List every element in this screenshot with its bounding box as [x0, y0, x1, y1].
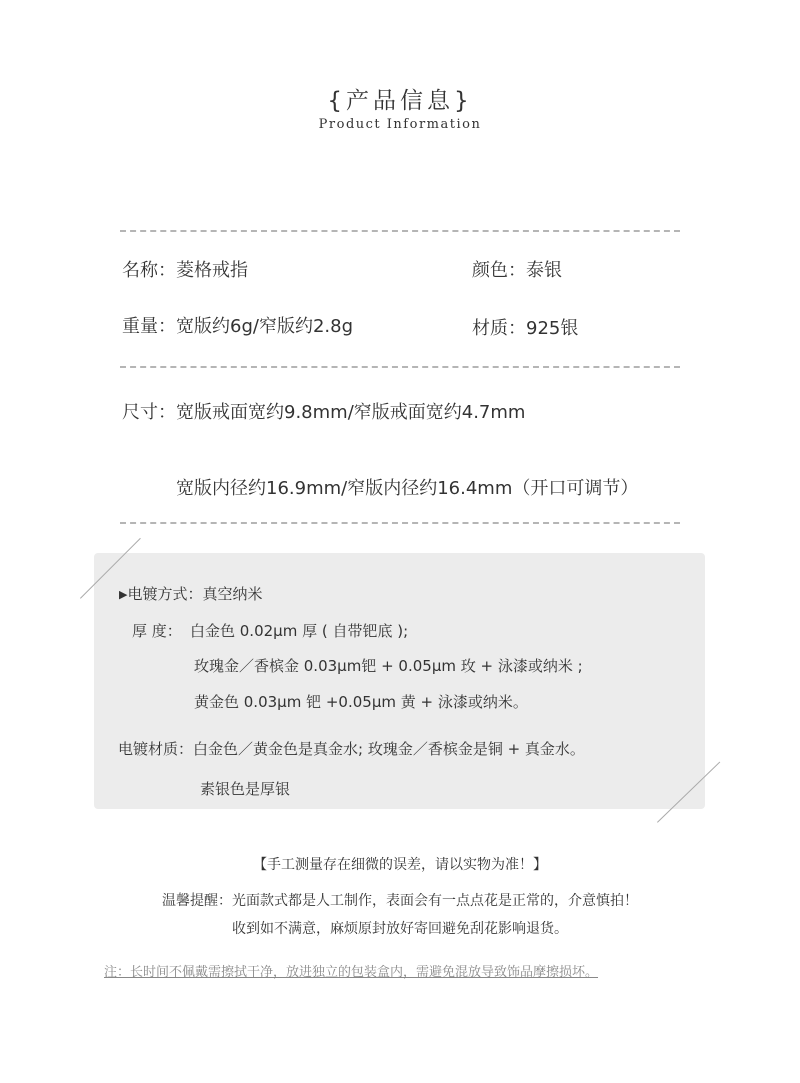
- reminder-line-1: 温馨提醒：光面款式都是人工制作，表面会有一点点花是正常的，介意慎拍！: [162, 893, 638, 909]
- plating-thickness-rose-gold: 玫瑰金／香槟金 0.03μm钯 + 0.05μm 玫 + 泳漆或纳米 ;: [194, 657, 583, 675]
- plating-thickness-white-gold: 白金色 0.02μm 厚 ( 自带钯底 );: [190, 622, 409, 640]
- divider: [120, 366, 680, 368]
- reminder-line-2: 收到如不满意，麻烦原封放好寄回避免刮花影响退货。: [232, 921, 568, 937]
- plating-thickness-label: 厚 度：: [132, 622, 182, 640]
- section-subtitle: Product Information: [318, 117, 482, 132]
- spec-name: 名称：菱格戒指: [122, 260, 248, 281]
- divider: [120, 522, 680, 524]
- plating-material-silver: 素银色是厚银: [200, 780, 291, 798]
- spec-weight: 重量：宽版约6g/窄版约2.8g: [122, 316, 353, 337]
- triangle-bullet-icon: ▶: [119, 588, 128, 601]
- spec-size: 尺寸：宽版戒面宽约9.8mm/窄版戒面宽约4.7mm: [122, 402, 526, 423]
- measurement-note: 【手工测量存在细微的误差，请以实物为准！】: [253, 857, 547, 873]
- plating-method: ▶电镀方式：真空纳米: [119, 585, 263, 603]
- spec-inner-diameter: 宽版内径约16.9mm/窄版内径约16.4mm（开口可调节）: [176, 478, 639, 499]
- plating-thickness-yellow-gold: 黄金色 0.03μm 钯 +0.05μm 黄 + 泳漆或纳米。: [194, 693, 528, 711]
- spec-color: 颜色：泰银: [472, 260, 562, 281]
- divider: [120, 230, 680, 232]
- spec-material: 材质：925银: [472, 318, 579, 339]
- plating-material: 电镀材质：白金色／黄金色是真金水; 玫瑰金／香槟金是铜 + 真金水。: [118, 740, 585, 758]
- care-note: 注：长时间不佩戴需擦拭干净，放进独立的包装盒内，需避免混放导致饰品摩擦损坏。: [104, 965, 599, 980]
- section-title: {产品信息}: [327, 88, 473, 114]
